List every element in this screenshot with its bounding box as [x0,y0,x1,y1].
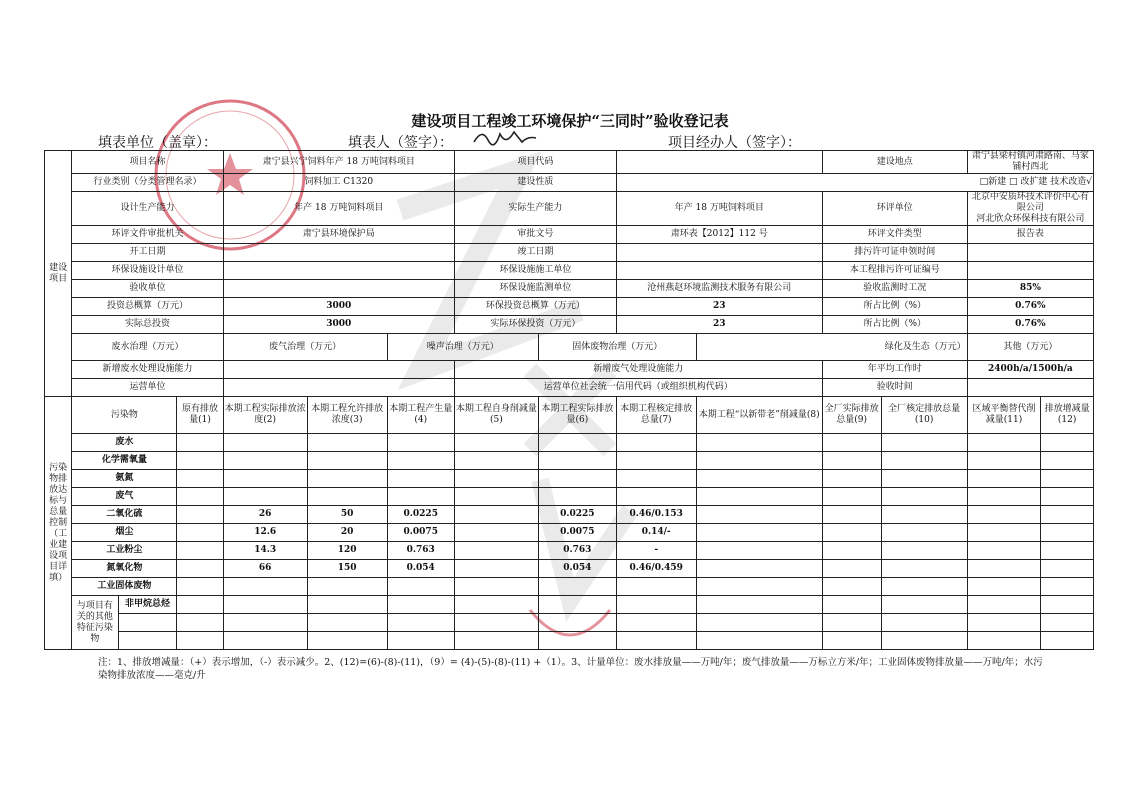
cell [1041,488,1094,506]
cell [1041,452,1094,470]
acceptance-time-label: 验收时间 [822,379,967,397]
completion-date-label: 竣工日期 [454,244,616,262]
construction-unit-label: 环保设施施工单位 [454,262,616,280]
other-cost-label: 其他（万元） [967,334,1093,361]
cell [223,434,307,452]
acceptance-unit-label: 验收单位 [72,280,223,298]
cell [454,470,538,488]
pollutant-name: 工业粉尘 [72,542,177,560]
registration-table [44,150,1094,650]
acceptance-time-value [967,379,1093,397]
permit-time-label: 排污许可证申领时间 [822,244,967,262]
cell [967,506,1041,524]
project-name-label: 项目名称 [72,151,223,174]
col-8: 本期工程“以新带老”削减量(8) [696,397,822,434]
pollutant-name: 二氧化硫 [72,506,177,524]
cell [1041,434,1094,452]
other-pollutant-label: 与项目有关的其他特征污染物 [72,596,118,650]
cell [538,434,616,452]
cell [177,578,223,596]
cell [1041,524,1094,542]
table-row [45,560,1094,578]
cell [307,470,387,488]
cell [616,578,696,596]
operator-value [223,379,454,397]
cell [881,542,967,560]
cell [822,542,881,560]
cell [881,470,967,488]
cell [454,452,538,470]
cell [307,632,387,650]
cell [1041,506,1094,524]
cell [696,524,822,542]
col-6: 本期工程实际排放量(6) [538,397,616,434]
table-row [45,488,1094,506]
col-10: 全厂核定排放总量(10) [881,397,967,434]
cell [881,578,967,596]
cell [307,434,387,452]
nature-value: □新建 □ 改扩建 技术改造√ [616,174,1093,192]
cell [1041,578,1094,596]
eia-unit-2: 河北欣众环保科技有限公司 [976,214,1085,224]
manager-label: 项目经办人（签字）： [668,135,801,151]
cell [538,488,616,506]
cell: 0.46/0.153 [616,506,696,524]
location-value: 肃宁县梁村镇河肃路南、马家铺村西北 [967,151,1093,174]
cell [616,488,696,506]
cell [1041,632,1094,650]
cell [223,470,307,488]
cell [307,614,387,632]
eia-unit-1: 北京中安质环技术评价中心有限公司 [971,192,1089,213]
pollutant-name: 氨氮 [72,470,177,488]
cell [881,614,967,632]
footnote: 注：1、排放增减量：（+）表示增加，（-）表示减少。2、(12)=(6)-(8)-(11)，（9）= (4)-(5)-(8)-(11) +（1）。3、计量单位：废水排放量——万吨/年；废气排放量——万标立方米/年；工业固体废物排放量——万吨/年；水污染物排放浓度——毫克/升 [98,657,1043,681]
cell [177,506,223,524]
actual-env-invest-label: 实际环保投资（万元） [454,316,616,334]
env-budget-label: 环保投资总概算（万元） [454,298,616,316]
table-row [45,434,1094,452]
cell: 0.054 [387,560,454,578]
ratio-label-2: 所占比例（%） [822,316,967,334]
cell: 0.14/- [616,524,696,542]
table-row [45,632,1094,650]
table-row [45,506,1094,524]
section-pollutant-label: 污染物排放达标与总量控制（工业建设项目详填） [45,397,72,650]
credit-code-label: 运营单位社会统一信用代码（或组织机构代码） [454,379,822,397]
cell [822,452,881,470]
new-wastewater-capacity-label: 新增废水处理设施能力 [72,361,223,379]
cell [538,470,616,488]
pollutant-name: 氮氧化物 [72,560,177,578]
cell [454,542,538,560]
cell: 20 [307,524,387,542]
eia-type-value: 报告表 [967,226,1093,244]
start-date-value [223,244,454,262]
approval-no-label: 审批文号 [454,226,616,244]
cell [177,434,223,452]
acceptance-unit-value [223,280,454,298]
filler-label: 填表人（签字）： [348,135,453,151]
cell [177,614,223,632]
cell [822,632,881,650]
cell [881,452,967,470]
work-condition-value: 85% [967,280,1093,298]
approval-authority-value: 肃宁县环境保护局 [223,226,454,244]
col-1: 原有排放量(1) [177,397,223,434]
cell [822,470,881,488]
cell: 0.0075 [538,524,616,542]
eia-unit-value [967,192,1093,226]
design-unit-label: 环保设施设计单位 [72,262,223,280]
cell [696,434,822,452]
location-label: 建设地点 [822,151,967,174]
document-title: 建设项目工程竣工环境保护“三同时”验收登记表 [411,112,729,130]
cell [616,452,696,470]
pollutant-name: 烟尘 [72,524,177,542]
table-row [45,596,1094,614]
cell: 150 [307,560,387,578]
project-name-value: 肃宁县兴宁饲料年产 18 万吨饲料项目 [223,151,454,174]
approval-authority-label: 环评文件审批机关 [72,226,223,244]
cell: 66 [223,560,307,578]
cell [177,632,223,650]
actual-invest-label: 实际总投资 [72,316,223,334]
cell [538,614,616,632]
table-row [45,542,1094,560]
col-4: 本期工程产生量(4) [387,397,454,434]
cell [696,614,822,632]
pollutant-name: 工业固体废物 [72,578,177,596]
approval-no-value: 肃环表【2012】112 号 [616,226,822,244]
monitor-unit-value: 沧州燕赵环境监测技术服务有限公司 [616,280,822,298]
cell [387,596,454,614]
cell [538,632,616,650]
cell [967,488,1041,506]
col-9: 全厂实际排放总量(9) [822,397,881,434]
cell [881,488,967,506]
cell [177,542,223,560]
cell: 0.46/0.459 [616,560,696,578]
cell [967,470,1041,488]
col-11: 区域平衡替代削减量(11) [967,397,1041,434]
monitor-unit-label: 环保设施监测单位 [454,280,616,298]
ratio-value-1: 0.76% [967,298,1093,316]
cell [387,470,454,488]
cell [881,560,967,578]
cell [223,614,307,632]
cell [881,434,967,452]
actual-capacity-label: 实际生产能力 [454,192,616,226]
cell [696,452,822,470]
col-5: 本期工程自身削减量(5) [454,397,538,434]
eia-type-label: 环评文件类型 [822,226,967,244]
greening-cost-label: 绿化及生态（万元） [696,334,967,361]
cell [616,434,696,452]
cell [696,488,822,506]
cell [696,632,822,650]
cell [454,632,538,650]
cell [967,542,1041,560]
work-hours-value: 2400h/a/1500h/a [967,361,1093,379]
cell [223,488,307,506]
cell [696,578,822,596]
pollutant-name: 废水 [72,434,177,452]
design-unit-value [223,262,454,280]
cell: 12.6 [223,524,307,542]
cell: 0.0225 [387,506,454,524]
cell [967,524,1041,542]
cell [307,452,387,470]
cell [387,578,454,596]
cell [822,596,881,614]
cell [387,488,454,506]
ratio-value-2: 0.76% [967,316,1093,334]
table-row [45,452,1094,470]
cell [177,452,223,470]
cell [387,614,454,632]
col-7: 本期工程核定排放总量(7) [616,397,696,434]
cell [696,596,822,614]
new-gas-capacity-label: 新增废气处理设施能力 [454,361,822,379]
handwritten-signature [470,124,540,150]
cell [967,434,1041,452]
cell: 0.054 [538,560,616,578]
cell [967,578,1041,596]
industry-value: 饲料加工 C1320 [223,174,454,192]
ratio-label-1: 所占比例（%） [822,298,967,316]
cell [696,506,822,524]
pollutant-name: 废气 [72,488,177,506]
cell: 14.3 [223,542,307,560]
cell [454,560,538,578]
actual-invest-value: 3000 [223,316,454,334]
cell [387,434,454,452]
cell [538,596,616,614]
table-row [45,578,1094,596]
cell: 0.763 [387,542,454,560]
completion-date-value [616,244,822,262]
cell [177,560,223,578]
cell [881,524,967,542]
cell [223,578,307,596]
permit-no-value [967,262,1093,280]
cell [822,524,881,542]
cell [454,488,538,506]
cell [1041,542,1094,560]
cell [387,452,454,470]
permit-no-label: 本工程排污许可证编号 [822,262,967,280]
col-3: 本期工程允许排放浓度(3) [307,397,387,434]
wastewater-cost-label: 废水治理（万元） [72,334,223,361]
cell [1041,614,1094,632]
cell [967,560,1041,578]
cell [538,578,616,596]
cell [616,470,696,488]
project-code-value [616,151,822,174]
cell [177,524,223,542]
table-row [45,614,1094,632]
cell [307,488,387,506]
cell [538,452,616,470]
cell [454,524,538,542]
cell [616,614,696,632]
construction-unit-value [616,262,822,280]
table-row [45,470,1094,488]
cell [822,488,881,506]
cell [881,596,967,614]
cell [822,560,881,578]
operator-label: 运营单位 [72,379,223,397]
col-12: 排放增减量(12) [1041,397,1094,434]
budget-value: 3000 [223,298,454,316]
design-capacity-label: 设计生产能力 [72,192,223,226]
cell [454,506,538,524]
budget-label: 投资总概算（万元） [72,298,223,316]
eia-unit-label: 环评单位 [822,192,967,226]
env-budget-value: 23 [616,298,822,316]
cell: - [616,542,696,560]
fill-unit-label: 填表单位（盖章）： [98,135,217,151]
cell [118,614,177,632]
cell [454,434,538,452]
actual-capacity-value: 年产 18 万吨饲料项目 [616,192,822,226]
work-condition-label: 验收监测时工况 [822,280,967,298]
cell [696,470,822,488]
design-capacity-value: 年产 18 万吨饲料项目 [223,192,454,226]
cell [177,596,223,614]
cell: 0.0075 [387,524,454,542]
cell [822,614,881,632]
cell [177,470,223,488]
cell [223,452,307,470]
cell [1041,596,1094,614]
cell: 26 [223,506,307,524]
start-date-label: 开工日期 [72,244,223,262]
noise-cost-label: 噪声治理（万元） [387,334,538,361]
cell [454,596,538,614]
cell [307,578,387,596]
cell [967,452,1041,470]
cell [118,632,177,650]
cell [967,632,1041,650]
cell [177,488,223,506]
cell [454,614,538,632]
cell [223,596,307,614]
industry-label: 行业类别（分类管理名录） [72,174,223,192]
cell [822,578,881,596]
permit-time-value [967,244,1093,262]
cell [696,542,822,560]
cell [696,560,822,578]
cell [1041,560,1094,578]
cell [967,596,1041,614]
waste-gas-cost-label: 废气治理（万元） [223,334,387,361]
cell: 50 [307,506,387,524]
cell [223,632,307,650]
project-code-label: 项目代码 [454,151,616,174]
cell [822,434,881,452]
cell: 0.763 [538,542,616,560]
solid-waste-cost-label: 固体废物治理（万元） [538,334,696,361]
cell [881,506,967,524]
cell [881,632,967,650]
work-hours-label: 年平均工作时 [822,361,967,379]
cell [1041,470,1094,488]
cell: 120 [307,542,387,560]
col-2: 本期工程实际排放浓度(2) [223,397,307,434]
cell [307,596,387,614]
cell: 0.0225 [538,506,616,524]
cell [616,596,696,614]
cell [387,632,454,650]
cell [967,614,1041,632]
cell [454,578,538,596]
cell [616,632,696,650]
nature-label: 建设性质 [454,174,616,192]
actual-env-invest-value: 23 [616,316,822,334]
cell [822,506,881,524]
table-row [45,524,1094,542]
col-pollutant: 污染物 [72,397,177,434]
pollutant-name: 化学需氧量 [72,452,177,470]
new-wastewater-capacity-value [223,361,454,379]
section-project-label: 建设项目 [45,151,72,397]
other-pollutant-name: 非甲烷总烃 [118,596,177,614]
